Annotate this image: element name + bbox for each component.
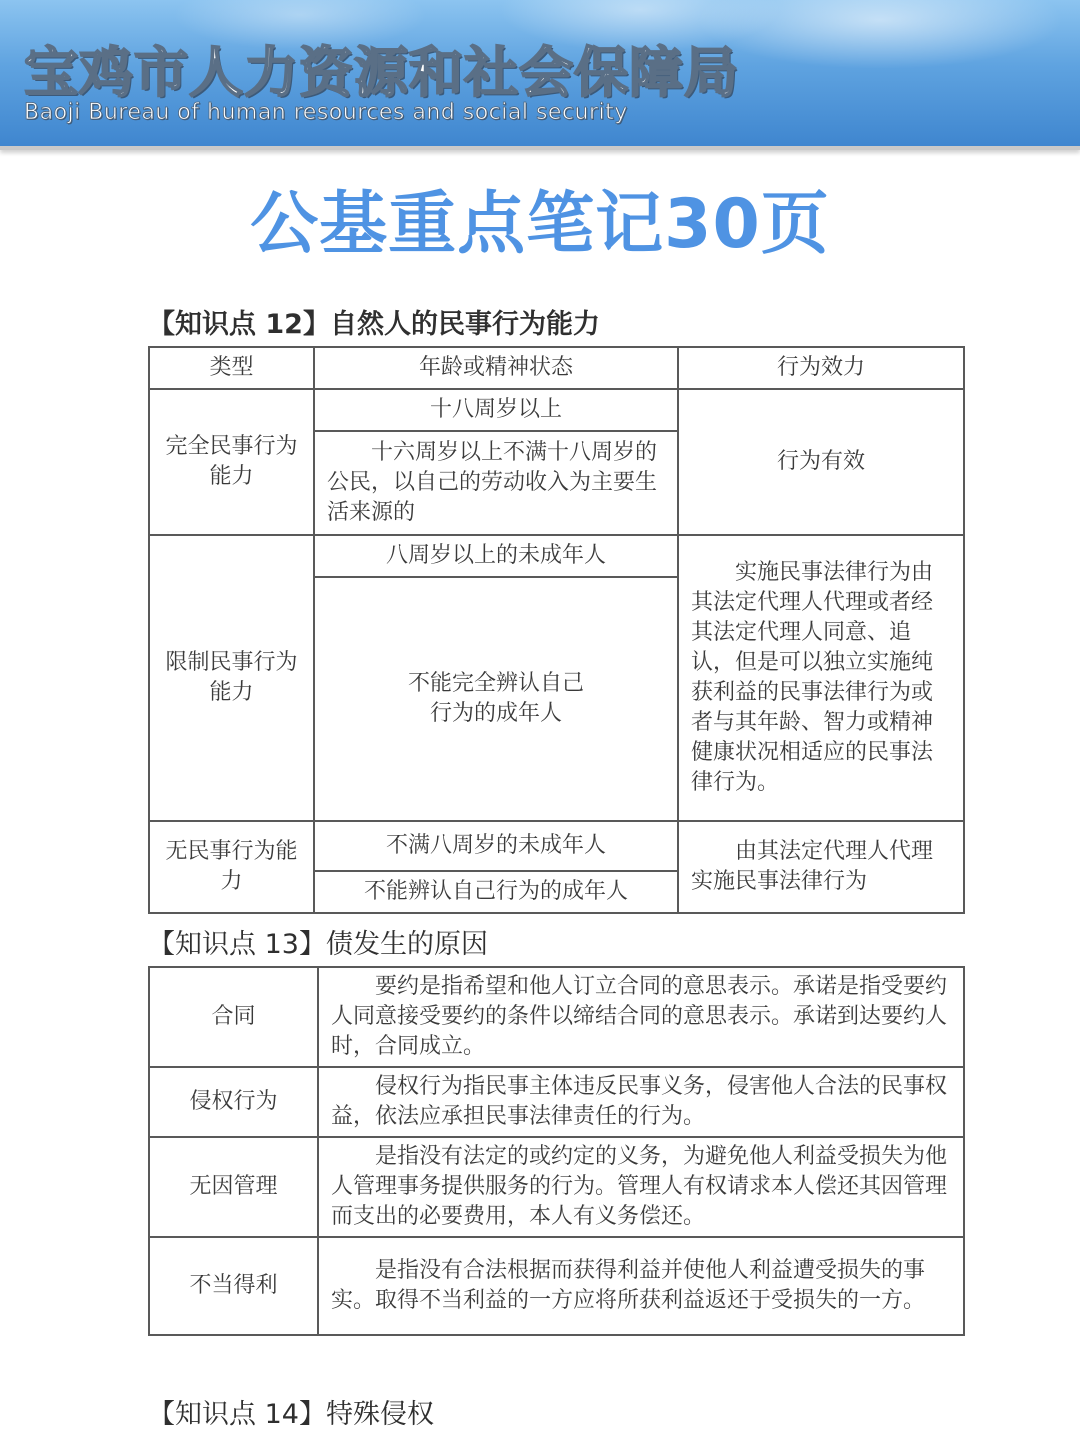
bureau-name: 宝鸡市人力资源和社会保障局 (24, 41, 739, 104)
k12-limited-effect: 实施民事法律行为由其法定代理人代理或者经其法定代理人同意、追认，但是可以独立实施纯获利益的民事法律行为或者与其年龄、智力或精神健康状况相适应的民事法律行为。 (678, 535, 964, 821)
k13-unjust-desc: 是指没有合法根据而获得利益并使他人利益遭受损失的事实。取得不当利益的一方应将所获利益返还于受损失的一方。 (318, 1237, 964, 1335)
k12-full-condition-1: 十八周岁以上 (314, 389, 678, 431)
k13-row-unjust (149, 1237, 964, 1335)
k12-row-none-1 (149, 821, 964, 871)
k13-contract-desc: 要约是指希望和他人订立合同的意思表示。承诺是指受要约人同意接受要约的条件以缔结合同的意思表示。承诺到达要约人时，合同成立。 (318, 967, 964, 1067)
k12-none-condition-1: 不满八周岁的未成年人 (314, 821, 678, 871)
header-banner (0, 0, 1080, 150)
k12-full-type: 完全民事行为能力 (149, 389, 314, 535)
k13-row-contract (149, 967, 964, 1067)
k13-tort-desc: 侵权行为指民事主体违反民事义务，侵害他人合法的民事权益，依法应承担民事法律责任的行为。 (318, 1067, 964, 1137)
k12-header-row (149, 347, 964, 389)
k12-row-limited-1 (149, 535, 964, 577)
k12-header-condition: 年龄或精神状态 (314, 347, 678, 389)
k12-limited-condition-1: 八周岁以上的未成年人 (314, 535, 678, 577)
k12-limited-type: 限制民事行为能力 (149, 535, 314, 821)
k13-row-negotiorum (149, 1137, 964, 1237)
k13-table (148, 966, 965, 1336)
k12-full-effect: 行为有效 (678, 389, 964, 535)
k12-header-type: 类型 (149, 347, 314, 389)
k12-header-effect: 行为效力 (678, 347, 964, 389)
k13-heading: 【知识点 13】债发生的原因 (148, 929, 488, 960)
k12-none-condition-2: 不能辨认自己行为的成年人 (314, 871, 678, 913)
k13-unjust-name: 不当得利 (149, 1237, 318, 1335)
k13-negotiorum-name: 无因管理 (149, 1137, 318, 1237)
k12-heading: 【知识点 12】自然人的民事行为能力 (148, 309, 600, 340)
k13-tort-name: 侵权行为 (149, 1067, 318, 1137)
page-title: 公基重点笔记30页 (250, 185, 830, 264)
k13-contract-name: 合同 (149, 967, 318, 1067)
k12-row-full-1 (149, 389, 964, 431)
k12-none-type: 无民事行为能力 (149, 821, 314, 913)
k12-limited-condition-2: 不能完全辨认自己行为的成年人 (314, 577, 678, 821)
k13-negotiorum-desc: 是指没有法定的或约定的义务，为避免他人利益受损失为他人管理事务提供服务的行为。管理人有权请求本人偿还其因管理而支出的必要费用，本人有义务偿还。 (318, 1137, 964, 1237)
bureau-english-name: Baoji Bureau of human resources and social security (24, 100, 628, 125)
k12-table (148, 346, 965, 914)
k12-full-condition-2: 十六周岁以上不满十八周岁的公民，以自己的劳动收入为主要生活来源的 (314, 431, 678, 535)
k12-none-effect: 由其法定代理人代理实施民事法律行为 (678, 821, 964, 913)
k13-row-tort (149, 1067, 964, 1137)
k14-heading: 【知识点 14】特殊侵权 (148, 1399, 434, 1430)
